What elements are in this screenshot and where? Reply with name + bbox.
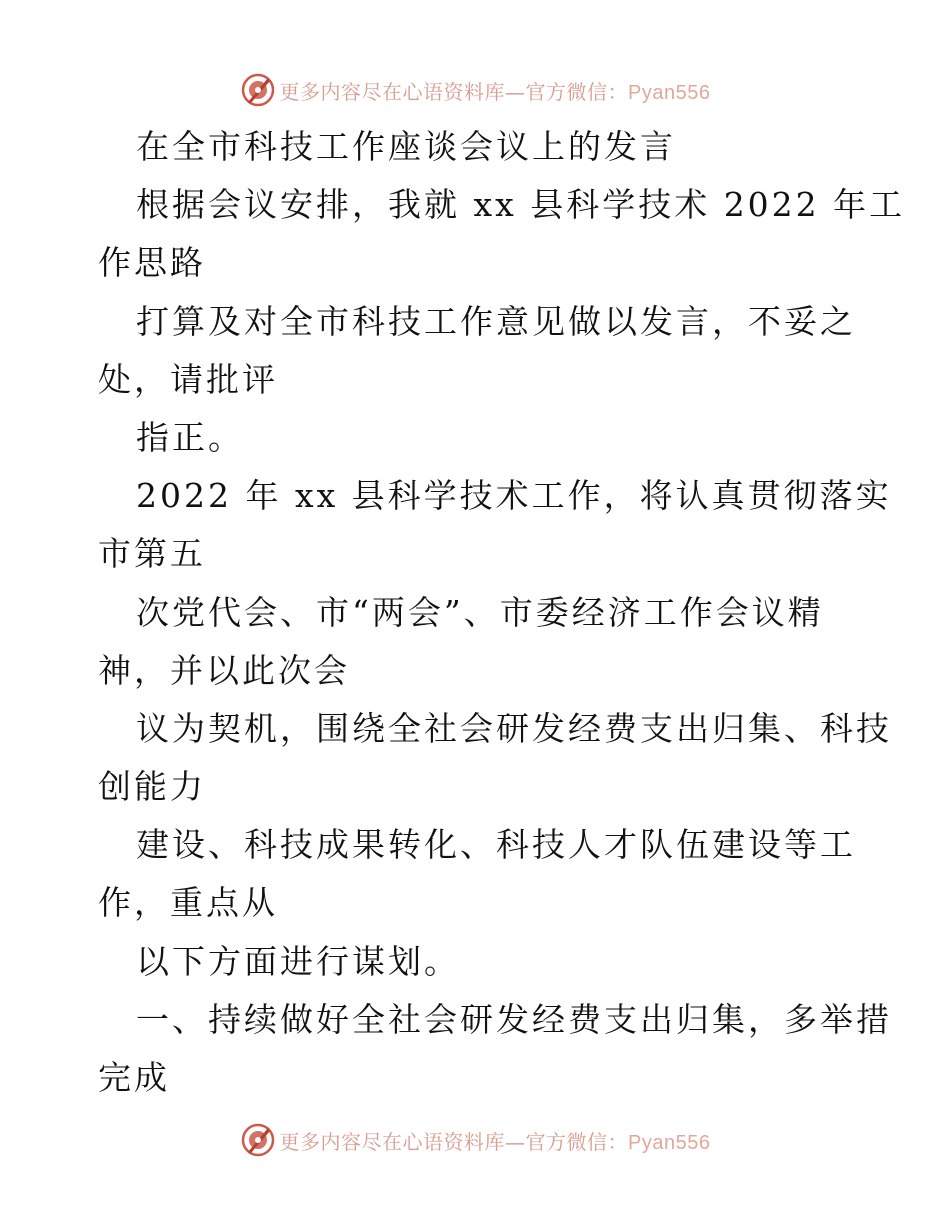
paragraph-line: 创能力 xyxy=(98,767,206,807)
paragraph-line: 2022 年 xx 县科学技术工作，将认真贯彻落实 xyxy=(136,476,892,516)
watermark-dash: — xyxy=(505,79,526,104)
watermark-wechat-label: 官方微信： xyxy=(525,1129,629,1154)
watermark-header xyxy=(0,72,950,108)
quill-seal-icon xyxy=(240,1122,276,1158)
paragraph-line: 作思路 xyxy=(98,243,206,283)
paragraph-line: 次党代会、市“两会”、市委经济工作会议精 xyxy=(136,592,824,632)
watermark-text xyxy=(280,76,711,105)
document-title: 在全市科技工作座谈会议上的发言 xyxy=(136,127,676,166)
paragraph-line: 以下方面进行谋划。 xyxy=(136,941,460,981)
watermark-dash: — xyxy=(505,1129,526,1154)
paragraph-line: 根据会议安排，我就 xx 县科学技术 2022 年工 xyxy=(136,185,906,225)
paragraph-line: 处，请批评 xyxy=(98,359,278,399)
paragraph-line: 神，并以此次会 xyxy=(98,650,350,690)
watermark-wechat-label: 官方微信： xyxy=(525,79,629,104)
paragraph-line: 议为契机，围绕全社会研发经费支出归集、科技 xyxy=(136,708,892,748)
paragraph-line: 市第五 xyxy=(98,534,206,574)
quill-seal-icon xyxy=(240,72,276,108)
paragraph-line: 指正。 xyxy=(136,417,244,457)
watermark-site-text: 更多内容尽在心语资料库 xyxy=(279,79,506,104)
paragraph-line: 完成 xyxy=(98,1058,170,1097)
watermark-text xyxy=(280,1126,711,1155)
watermark-wechat-id: Pyan556 xyxy=(628,1131,711,1154)
paragraph-line: 建设、科技成果转化、科技人才队伍建设等工 xyxy=(136,825,856,865)
document-body xyxy=(98,118,906,1107)
paragraph-line: 打算及对全市科技工作意见做以发言，不妥之 xyxy=(136,301,856,341)
watermark-site-text: 更多内容尽在心语资料库 xyxy=(279,1129,506,1154)
section-heading-line: 一、持续做好全社会研发经费支出归集，多举措 xyxy=(136,999,892,1039)
watermark-wechat-id: Pyan556 xyxy=(628,81,711,104)
paragraph-line: 作，重点从 xyxy=(98,883,278,923)
watermark-footer xyxy=(0,1122,950,1158)
